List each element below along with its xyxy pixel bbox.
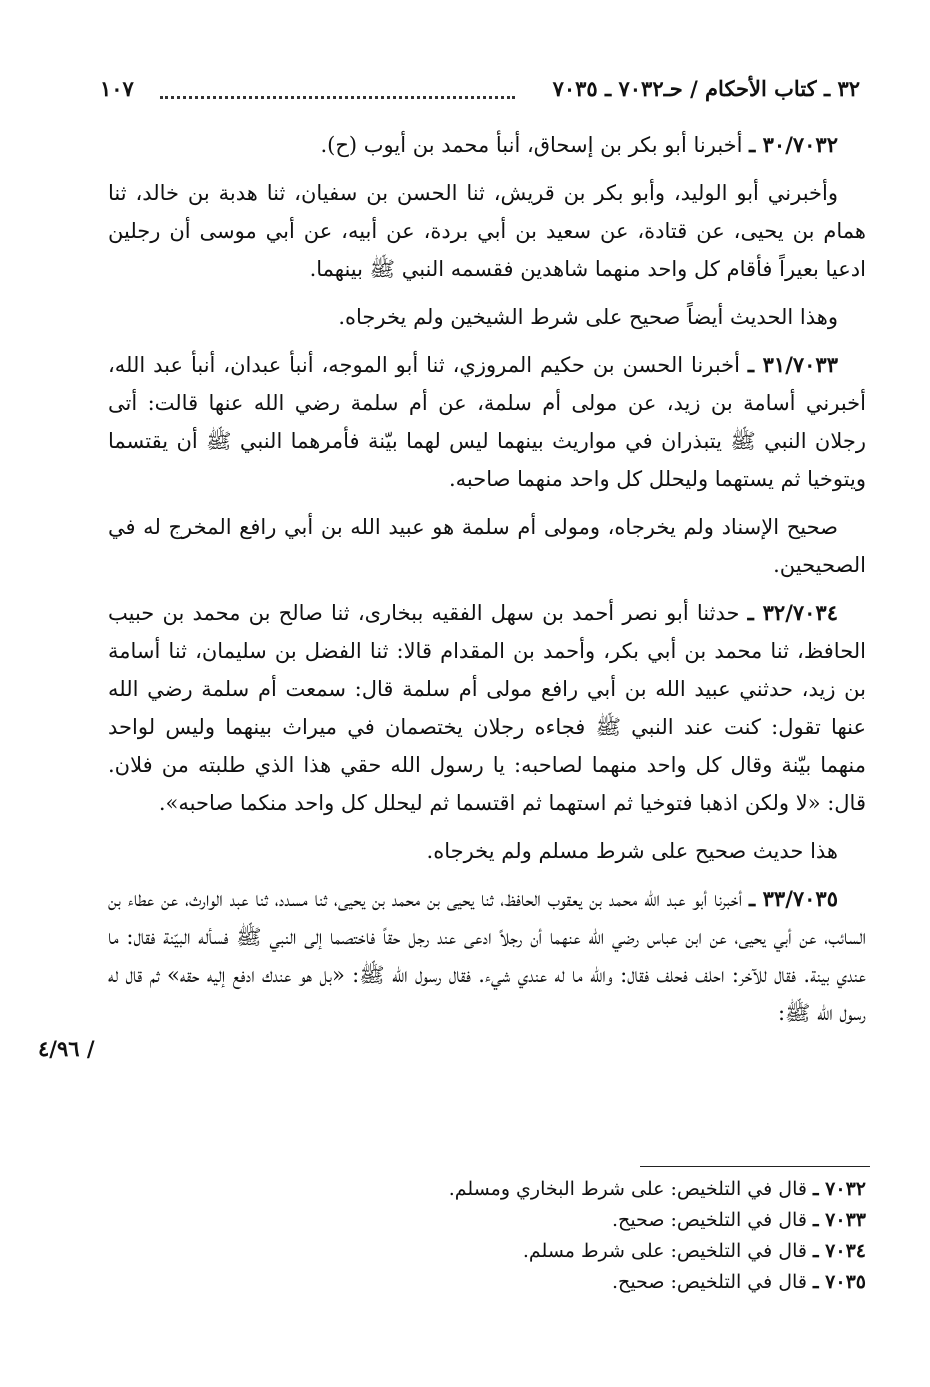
grading-paragraph — [108, 508, 866, 584]
footnote-number: ٧٠٣٤ ـ — [812, 1240, 866, 1262]
paragraph-text: أخبرنا أبو عبد الله محمد بن يعقوب الحافظ، ثنا يحيى بن محمد بن يحيى، ثنا مسدد، ثنا عبد الوارث، عن عطاء بن السائب، عن أبي يحيى، عن ابن عباس رضي الله عنهما أن رجلاً ادعى عند رجل حقاً فاختصما إلى النبي ﷺ فسأله البيّنة فقال: ما عندي بينة. فقال للآخر: احلف فحلف فقال: والله ما له عندي شيء. فقال رسول الله ﷺ: «بل هو عندك ادفع إليه حقه» ثم قال له رسول الله ﷺ: — [108, 887, 866, 1025]
hadith-number: ٣٣/٧٠٣٥ ـ — [749, 886, 838, 911]
header-leader-dots — [160, 96, 515, 99]
footnote-number: ٧٠٣٣ ـ — [812, 1209, 866, 1231]
footnote — [106, 1267, 866, 1298]
hadith-number: ٣٠/٧٠٣٢ ـ — [749, 132, 838, 157]
main-text — [108, 126, 866, 1042]
hadith-number: ٣١/٧٠٣٣ ـ — [747, 352, 838, 377]
footnote-text: قال في التلخيص: صحيح. — [612, 1271, 813, 1293]
footnote-text: قال في التلخيص: على شرط البخاري ومسلم. — [448, 1178, 813, 1200]
paragraph-text: حدثنا أبو نصر أحمد بن سهل الفقيه ببخارى، ثنا صالح بن محمد بن حبيب الحافظ، ثنا محمد بن أبي بكر، وأحمد بن المقدام قالا: ثنا الفضل بن سليمان، ثنا أسامة بن زيد، حدثني عبيد الله بن أبي رافع مولى أم سلمة قال: سمعت أم سلمة رضي الله عنها تقول: كنت عند النبي ﷺ فجاءه رجلان يختصمان في ميراث بينهما وليس لواحد منهما بيّنة وقال كل واحد منهما لصاحبه: يا رسول الله حقي هذا الذي طلبته من فلان. قال: «لا ولكن اذهبا فتوخيا ثم استهما ثم اقتسما ثم ليحلل كل واحد منكما صاحبه». — [108, 601, 866, 815]
paragraph-text: هذا حديث صحيح على شرط مسلم ولم يخرجاه. — [426, 839, 838, 863]
grading-paragraph — [108, 298, 866, 336]
page-number: ١٠٧ — [100, 76, 134, 101]
hadith-paragraph — [108, 126, 866, 164]
footnote — [106, 1205, 866, 1236]
footnote-text: قال في التلخيص: صحيح. — [612, 1209, 813, 1231]
hadith-paragraph — [108, 594, 866, 822]
paragraph-text: أخبرنا أبو بكر بن إسحاق، أنبأ محمد بن أيوب (ح). — [320, 133, 750, 157]
header-title: ٣٢ ـ كتاب الأحكام / حـ٧٠٣٢ ـ ٧٠٣٥ — [552, 76, 860, 101]
footnote-separator — [640, 1166, 870, 1167]
margin-reference: ٤/٩٦ / — [38, 1036, 95, 1061]
hadith-paragraph — [108, 880, 866, 1032]
hadith-paragraph — [108, 346, 866, 498]
paragraph-text: وهذا الحديث أيضاً صحيح على شرط الشيخين ولم يخرجاه. — [338, 305, 838, 329]
paragraph-text: أخبرنا الحسن بن حكيم المروزي، ثنا أبو الموجه، أنبأ عبدان، أنبأ عبد الله، أخبرني أسامة بن زيد، عن مولى أم سلمة، عن أم سلمة رضي الله عنها قالت: أتى رجلان النبي ﷺ يتبذران في مواريث بينهما ليس لهما بيّنة فأمرهما النبي ﷺ أن يقتسما ويتوخيا ثم يستهما وليحلل كل واحد منهما صاحبه. — [108, 353, 866, 491]
footnote — [106, 1236, 866, 1267]
hadith-number: ٣٢/٧٠٣٤ ـ — [747, 600, 838, 625]
footnotes — [106, 1174, 866, 1298]
footnote-text: قال في التلخيص: على شرط مسلم. — [522, 1240, 813, 1262]
running-header — [100, 70, 860, 110]
hadith-paragraph — [108, 174, 866, 288]
footnote-number: ٧٠٣٢ ـ — [812, 1178, 866, 1200]
paragraph-text: وأخبرني أبو الوليد، وأبو بكر بن قريش، ثنا الحسن بن سفيان، ثنا هدبة بن خالد، ثنا همام بن يحيى، عن قتادة، عن سعيد بن أبي بردة، عن أبيه، عن أبي موسى أن رجلين ادعيا بعيراً فأقام كل واحد منهما شاهدين فقسمه النبي ﷺ بينهما. — [108, 181, 866, 281]
paragraph-text: صحيح الإسناد ولم يخرجاه، ومولى أم سلمة هو عبيد الله بن أبي رافع المخرج له في الصحيحين. — [108, 515, 866, 577]
footnote — [106, 1174, 866, 1205]
footnote-number: ٧٠٣٥ ـ — [812, 1271, 866, 1293]
grading-paragraph — [108, 832, 866, 870]
